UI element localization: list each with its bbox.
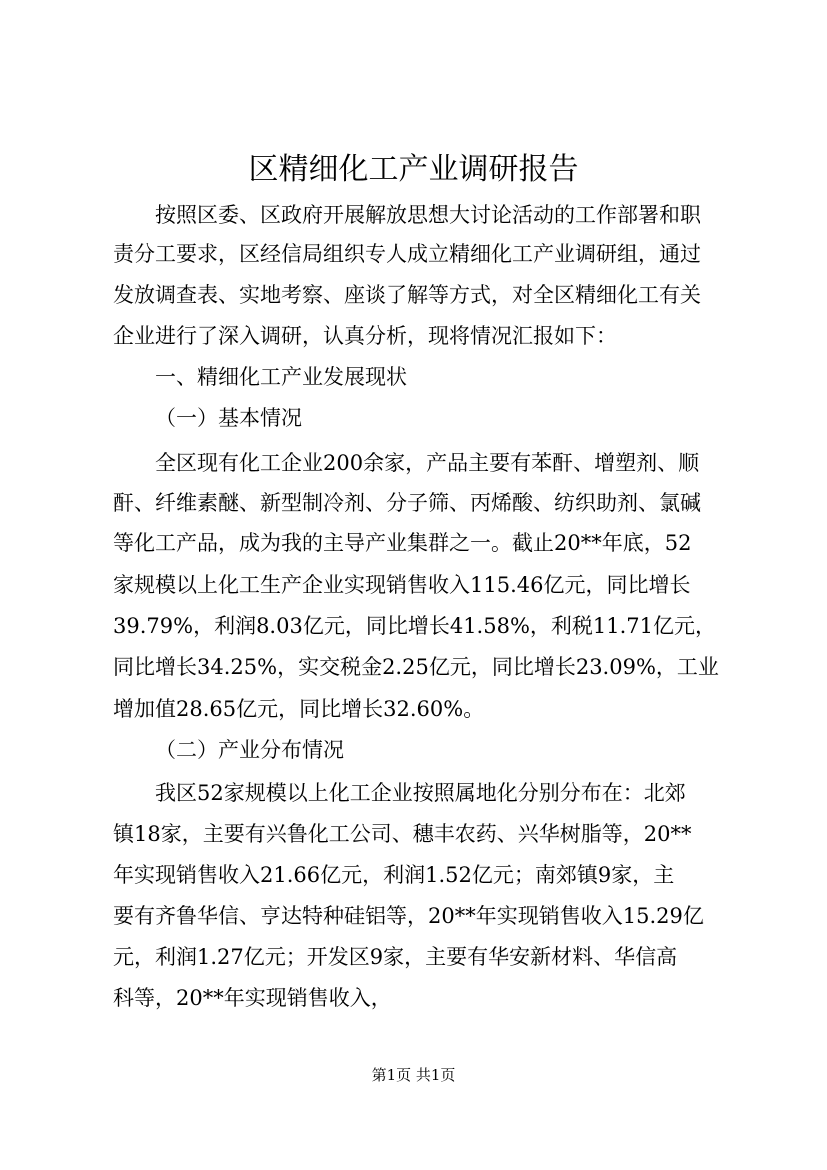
paragraph-basic-line-3: 等化工产品，成为我的主导产业集群之一。截止20**年底，52 [113, 531, 692, 555]
paragraph-intro-line-1: 按照区委、区政府开展解放思想大讨论活动的工作部署和职 [155, 203, 701, 227]
paragraph-basic-line-5: 39.79%，利润8.03亿元，同比增长41.58%，利税11.71亿元， [113, 614, 717, 638]
paragraph-intro-line-2: 责分工要求，区经信局组织专人成立精细化工产业调研组，通过 [113, 242, 701, 266]
paragraph-basic-line-6: 同比增长34.25%，实交税金2.25亿元，同比增长23.09%，工业 [113, 655, 719, 679]
paragraph-distribution-line-6: 科等，20**年实现销售收入， [113, 986, 392, 1010]
subsection-heading-basic: （一）基本情况 [155, 406, 302, 430]
paragraph-distribution-line-4: 要有齐鲁华信、亨达特种硅铝等，20**年实现销售收入15.29亿 [113, 904, 704, 928]
paragraph-distribution-line-3: 年实现销售收入21.66亿元，利润1.52亿元；南郊镇9家，主 [113, 863, 675, 887]
paragraph-basic-line-7: 增加值28.65亿元，同比增长32.60%。 [113, 697, 485, 721]
document-title: 区精细化工产业调研报告 [248, 152, 579, 187]
subsection-heading-distribution: （二）产业分布情况 [155, 738, 344, 762]
paragraph-basic-line-4: 家规模以上化工生产企业实现销售收入115.46亿元，同比增长 [113, 573, 691, 597]
section-heading-1: 一、精细化工产业发展现状 [155, 365, 407, 389]
paragraph-intro-line-4: 企业进行了深入调研，认真分析，现将情况汇报如下： [113, 324, 617, 348]
paragraph-basic-line-2: 酐、纤维素醚、新型制冷剂、分子筛、丙烯酸、纺织助剂、氯碱 [113, 491, 701, 515]
page-footer: 第1页 共1页 [371, 1066, 456, 1084]
paragraph-basic-line-1: 全区现有化工企业200余家，产品主要有苯酐、增塑剂、顺 [155, 451, 700, 475]
paragraph-distribution-line-5: 元，利润1.27亿元；开发区9家，主要有华安新材料、华信高 [113, 945, 678, 969]
paragraph-distribution-line-1: 我区52家规模以上化工企业按照属地化分别分布在：北郊 [155, 781, 686, 805]
paragraph-intro-line-3: 发放调查表、实地考察、座谈了解等方式，对全区精细化工有关 [113, 283, 701, 307]
paragraph-distribution-line-2: 镇18家，主要有兴鲁化工公司、穗丰农药、兴华树脂等，20** [113, 822, 692, 846]
